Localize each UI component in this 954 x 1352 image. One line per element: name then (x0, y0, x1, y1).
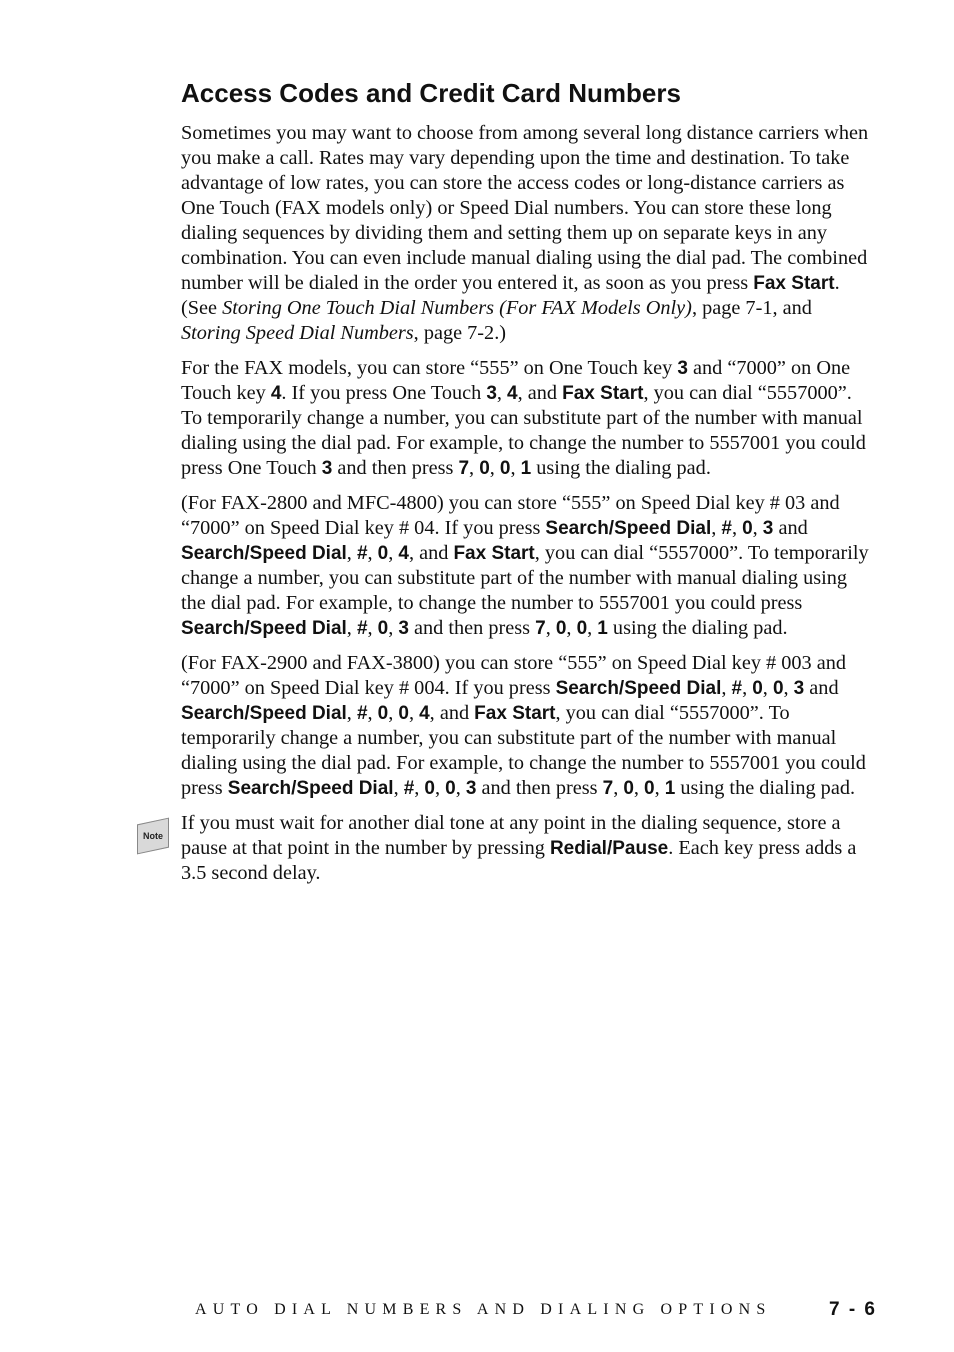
key-label: 3 (486, 383, 497, 404)
key-label: 7 (535, 618, 546, 639)
document-page (143, 78, 881, 896)
key-label: 0 (772, 678, 784, 699)
key-label: 0 (377, 543, 389, 564)
key-label: 4 (270, 383, 282, 404)
paragraph-fax-models: For the FAX models, you can store “555” on One Touch key 3 and “7000” on One Touch key 4. If you press One Touch 3, 4, and Fax Start, you can dial “5557000”. To temporarily change a number, you can substitute part of the number with manual dialing using the dial pad. For example, to change the number to 5557001 you could press One Touch 3 and then press 7, 0, 0, 1 using the dialing pad. (181, 357, 866, 479)
key-label: 0 (752, 678, 763, 699)
paragraph-fax-2900: (For FAX-2900 and FAX-3800) you can store “555” on Speed Dial key # 003 and “7000” on Speed Dial key # 004. If you press Search/Speed Dial, #, 0, 0, 3 and Search/Speed Dial, #, 0, 0, 4, and Fax Start, you can dial “5557000”. To temporarily change a number, you can substitute part of the number with manual dialing using the dial pad. For example, to change the number to 5557001 you could press Search/Speed Dial, #, 0, 0, 3 and then press 7, 0, 0, 1 using the dialing pad. (181, 652, 866, 799)
key-label: 0 (576, 618, 588, 639)
key-fax-start: Fax Start (474, 703, 556, 724)
key-search-speed-dial: Search/Speed Dial (227, 778, 394, 799)
key-label: 3 (398, 618, 409, 639)
paragraph-fax-2800: (For FAX-2800 and MFC-4800) you can store “555” on Speed Dial key # 03 and “7000” on Speed Dial key # 04. If you press Search/Speed Dial, #, 0, 3 and Search/Speed Dial, #, 0, 4, and Fax Start, you can dial “5557000”. To temporarily change a number, you can substitute part of the number with manual dialing using the dial pad. For example, to change the number to 5557001 you could press Search/Speed Dial, #, 0, 3 and then press 7, 0, 0, 1 using the dialing pad. (181, 492, 869, 639)
cross-reference: Storing Speed Dial Numbers (181, 322, 414, 344)
key-search-speed-dial: Search/Speed Dial (545, 518, 712, 539)
key-label: 3 (793, 678, 805, 699)
key-label: # (356, 618, 368, 639)
section-heading: Access Codes and Credit Card Numbers (181, 78, 681, 108)
page-number: 7 - 6 (828, 1299, 877, 1320)
note-icon-label: Note (143, 831, 163, 841)
key-search-speed-dial: Search/Speed Dial (181, 543, 347, 564)
key-label: 3 (677, 358, 688, 379)
note-icon (137, 818, 169, 855)
key-label: # (356, 543, 368, 564)
key-label: # (403, 778, 415, 799)
key-label: 0 (555, 618, 567, 639)
key-label: 3 (465, 778, 477, 799)
key-label: 7 (602, 778, 614, 799)
key-label: # (731, 678, 743, 699)
key-redial-pause: Redial/Pause (549, 838, 669, 859)
cross-reference: Storing One Touch Dial Numbers (For FAX Models Only) (222, 297, 692, 319)
key-fax-start: Fax Start (453, 543, 535, 564)
key-label: 1 (520, 458, 532, 479)
key-label: 4 (419, 703, 430, 724)
key-label: 1 (597, 618, 608, 639)
key-search-speed-dial: Search/Speed Dial (181, 618, 347, 639)
key-label: 0 (644, 778, 655, 799)
key-label: 1 (664, 778, 676, 799)
key-label: 3 (321, 458, 333, 479)
key-label: 0 (742, 518, 753, 539)
key-label: 0 (377, 703, 389, 724)
key-label: 4 (398, 543, 409, 564)
key-label: 0 (445, 778, 456, 799)
key-search-speed-dial: Search/Speed Dial (181, 703, 347, 724)
key-label: # (721, 518, 732, 539)
key-fax-start: Fax Start (562, 383, 644, 404)
key-label: 0 (377, 618, 389, 639)
note-text: If you must wait for another dial tone at any point in the dialing sequence, store a pause at that point in the number by pressing Redial/Pause. Each key press adds a 3.5 second delay. (181, 812, 857, 884)
key-search-speed-dial: Search/Speed Dial (555, 678, 722, 699)
key-fax-start: Fax Start (753, 273, 835, 294)
page-footer (195, 1299, 877, 1321)
key-label: 0 (479, 458, 490, 479)
key-label: 4 (507, 383, 518, 404)
note-block (143, 811, 881, 886)
key-label: 0 (398, 703, 409, 724)
paragraph-intro: Sometimes you may want to choose from among several long distance carriers when you make a call. Rates may vary depending upon the time and destination. To take advantage of low rates, you can store the access codes or long-distance carriers as One Touch (FAX models only) or Speed Dial numbers. You can store these long dialing sequences by dividing them and setting them up on separate keys in any combination. You can even include manual dialing using the dial pad. The combined number will be dialed in the order you entered it, as soon as you press Fax Start. (See Storing One Touch Dial Numbers (For FAX Models Only), page 7-1, and Storing Speed Dial Numbers, page 7-2.) (181, 122, 869, 344)
key-label: 0 (499, 458, 511, 479)
key-label: 3 (762, 518, 774, 539)
key-label: 0 (424, 778, 435, 799)
key-label: 0 (623, 778, 634, 799)
footer-section-title: AUTO DIAL NUMBERS AND DIALING OPTIONS (195, 1301, 772, 1318)
key-label: # (356, 703, 368, 724)
key-label: 7 (458, 458, 470, 479)
